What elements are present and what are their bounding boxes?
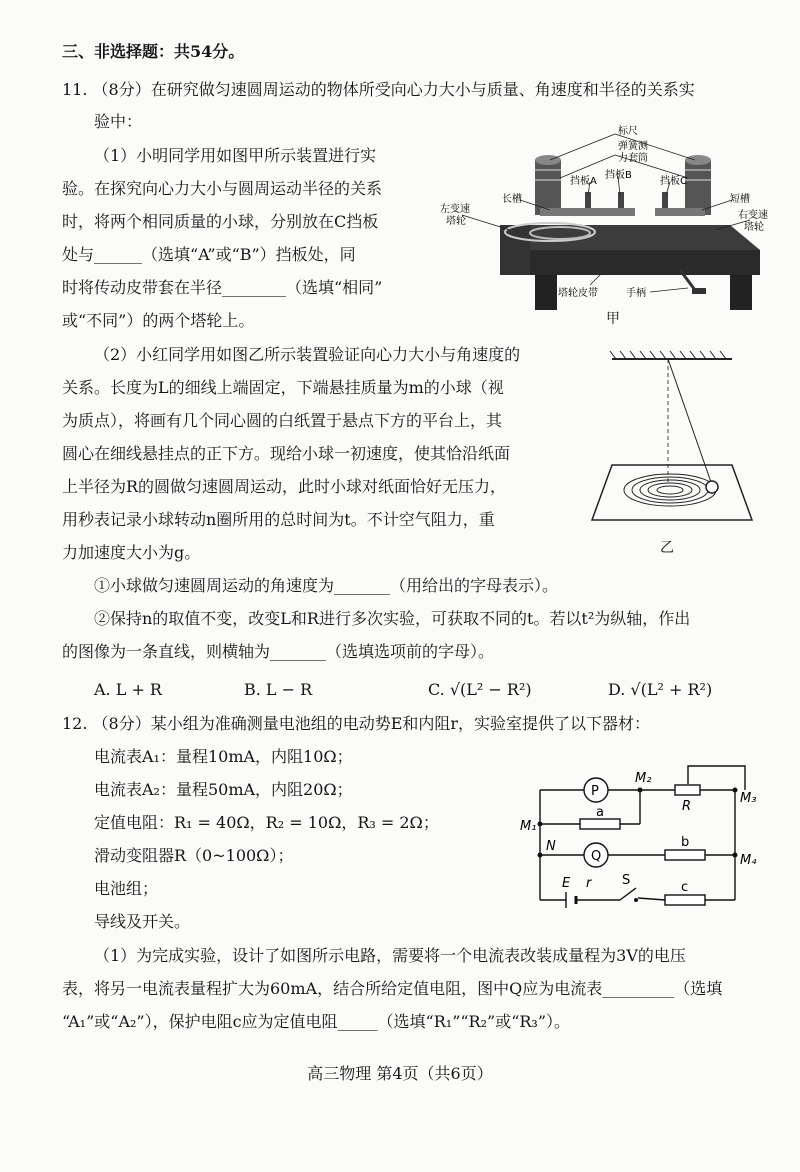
circuit-label-s: S <box>622 873 631 888</box>
caption-yi: 乙 <box>660 540 674 556</box>
label-short-slot: 短槽 <box>730 194 750 205</box>
q12-p1-line: （1）为完成实验，设计了如图所示电路，需要将一个电流表改装成量程为3V的电压 <box>94 946 686 965</box>
option-a: A. L + R <box>94 680 162 699</box>
caption-jia: 甲 <box>606 311 620 327</box>
label-left-wheel2: 塔轮 <box>446 216 466 227</box>
circuit-label-m1: M₁ <box>520 819 537 834</box>
label-right-wheel: 右变速 <box>738 210 768 221</box>
circuit-label-m4: M₄ <box>740 853 757 868</box>
q11-sub2-line1: ②保持n的取值不变，改变L和R进行多次实验，可获取不同的t。若以t²为纵轴，作出 <box>94 609 691 628</box>
q12-p1-line: 表，将另一电流表量程扩大为60mA，结合所给定值电阻，图中Q应为电流表_________（选填 <box>62 979 723 998</box>
q11-p1-line: 处与______（选填“A”或“B”）挡板处，同 <box>62 245 356 264</box>
option-d: D. √(L² + R²) <box>608 680 713 699</box>
material-item: 导线及开关。 <box>94 912 191 931</box>
label-left-wheel: 左变速 <box>440 204 470 215</box>
material-item: 滑动变阻器R（0~100Ω）； <box>94 846 294 865</box>
circuit-label-small-r: r <box>586 876 592 891</box>
label-baffle-b: 挡板B <box>605 170 632 181</box>
string <box>668 359 712 485</box>
q11-p1-line: 时将传动皮带套在半径________（选填“相同” <box>62 278 383 297</box>
circuit-label-a: a <box>596 805 604 820</box>
baffle-c <box>662 192 668 208</box>
option-b: B. L − R <box>244 680 313 699</box>
rheostat-r <box>675 785 700 795</box>
q12-p1-line: “A₁”或“A₂”），保护电阻c应为定值电阻_____（选填“R₁”“R₂”或“R₃”）。 <box>62 1012 571 1031</box>
label-handle: 手柄 <box>626 288 646 299</box>
apparatus-front <box>530 250 760 275</box>
concentric-circles <box>624 474 716 506</box>
label-baffle-c: 挡板C <box>660 176 687 187</box>
baffle-b <box>618 192 624 208</box>
section-heading: 三、非选择题：共54分。 <box>62 42 245 61</box>
q11-p2-line: 关系。长度为L的细线上端固定，下端悬挂质量为m的小球（视 <box>62 378 504 397</box>
circuit-label-c: c <box>681 880 689 895</box>
q11-sub1: ①小球做匀速圆周运动的角速度为_______（用给出的字母表示）。 <box>94 576 559 595</box>
platform <box>592 465 752 520</box>
q11-p2-line: 为质点），将画有几个同心圆的白纸置于悬点下方的平台上，其 <box>62 411 503 430</box>
q12-intro: 12. （8分）某小组为准确测量电池组的电动势E和内阻r，实验室提供了以下器材： <box>62 714 651 733</box>
q11-intro-line1: 11. （8分）在研究做匀速圆周运动的物体所受向心力大小与质量、角速度和半径的关系实 <box>62 80 695 99</box>
circuit-label-r: R <box>682 799 692 814</box>
circuit-label-m3: M₃ <box>740 791 757 806</box>
q11-p1-line: 时，将两个相同质量的小球，分别放在C挡板 <box>62 212 379 231</box>
figure-yi <box>582 345 762 535</box>
material-item: 电流表A₂：量程50mA，内阻20Ω； <box>94 780 353 799</box>
label-baffle-a: 挡板A <box>570 176 597 187</box>
q11-p2-line: 用秒表记录小球转动n圈所用的总时间为t。不计空气阻力，重 <box>62 510 495 529</box>
circuit-label-q: Q <box>591 849 602 864</box>
label-spring2: 力套筒 <box>618 153 648 164</box>
q11-p2-line: 力加速度大小为g。 <box>62 543 201 562</box>
right-spring-sleeve <box>685 160 711 215</box>
q11-p1-line: 验。在探究向心力大小与圆周运动半径的关系 <box>62 179 383 198</box>
page-footer: 高三物理 第4页（共6页） <box>307 1064 493 1083</box>
q11-p2-line: 上半径为R的圆做匀速圆周运动，此时小球对纸面恰好无压力， <box>62 477 507 496</box>
figure-jia <box>440 120 785 320</box>
label-right-wheel2: 塔轮 <box>744 222 764 233</box>
circuit-diagram <box>510 760 790 920</box>
q11-p2-line: 圆心在细线悬挂点的正下方。现给小球一初速度，使其恰沿纸面 <box>62 444 511 463</box>
label-ruler: 标尺 <box>618 126 638 137</box>
apparatus-leg <box>535 275 557 310</box>
apparatus-leg <box>730 275 752 310</box>
material-item: 电流表A₁：量程10mA，内阻10Ω； <box>94 747 353 766</box>
circuit-label-b: b <box>681 835 690 850</box>
label-belt: 塔轮皮带 <box>558 288 598 299</box>
option-c: C. √(L² − R²) <box>428 680 532 699</box>
circuit-label-e: E <box>562 876 571 891</box>
left-spring-sleeve <box>535 160 561 215</box>
label-spring: 弹簧测 <box>618 141 648 152</box>
q11-p1-line: （1）小明同学用如图甲所示装置进行实 <box>94 146 377 165</box>
material-item: 定值电阻：R₁ = 40Ω，R₂ = 10Ω，R₃ = 2Ω； <box>94 813 439 832</box>
long-slot <box>540 208 635 216</box>
q11-p1-line: 或“不同”）的两个塔轮上。 <box>62 311 255 330</box>
q11-p2-line: （2）小红同学用如图乙所示装置验证向心力大小与角速度的 <box>94 345 521 364</box>
short-slot <box>655 208 705 216</box>
circuit-label-n: N <box>546 839 556 854</box>
resistor-a <box>580 819 620 829</box>
q11-sub2-line2: 的图像为一条直线，则横轴为_______（选填选项前的字母）。 <box>62 642 495 661</box>
resistor-c <box>665 895 705 905</box>
ball <box>706 481 718 493</box>
circuit-label-p: P <box>591 784 599 799</box>
material-item: 电池组； <box>94 879 159 898</box>
q11-intro-line2: 验中： <box>94 112 143 131</box>
label-long-slot: 长槽 <box>502 194 522 205</box>
resistor-b <box>665 850 705 860</box>
circuit-label-m2: M₂ <box>635 771 652 786</box>
